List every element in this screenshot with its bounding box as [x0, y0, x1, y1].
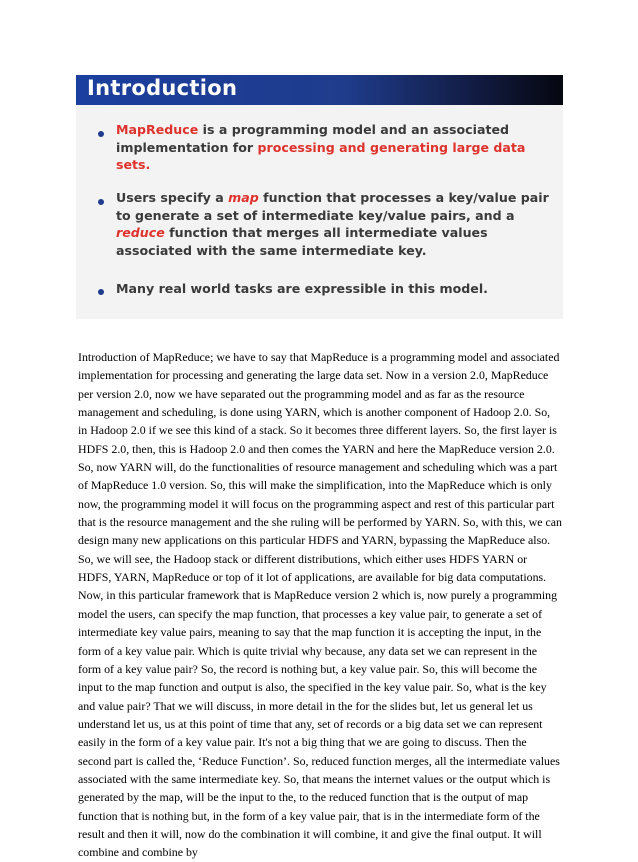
- reduce-term: reduce: [116, 225, 165, 240]
- slide-bullet-map-reduce: [116, 189, 556, 259]
- slide-title-bar: [76, 75, 563, 105]
- bullet2-text-b: function that processes a key/value pair to generate a set of intermediate key/value pairs, and a: [116, 190, 549, 223]
- mapreduce-term: MapReduce: [116, 122, 199, 137]
- bullet2-text-c: function that merges all intermediate values associated with the same intermediate key.: [116, 225, 488, 258]
- transcript-paragraph: Introduction of MapReduce; we have to say that MapReduce is a programming model and associated implementation for processing and generating the large data set. Now in a version 2.0, MapReduce per version 2.0, now we have separated out the programming model and as far as the resource management and scheduling, is done using YARN, which is another component of Hadoop 2.0. So, in Hadoop 2.0 if we see this kind of a stack. So it becomes three different layers. So, the first layer is HDFS 2.0, then, this is Hadoop 2.0 and then comes the YARN and here the MapReduce version 2.0. So, now YARN will, do the functionalities of resource management and scheduling which was a part of MapReduce 1.0 version. So, this will make the simplification, into the MapReduce which is only now, the programming model it will focus on the programming aspect and rest of this particular part that is the resource management and the she ruling will be performed by YARN. So, with this, we can design many new applications on this particular HDFS and YARN, bypassing the MapReduce also. So, we will see, the Hadoop stack or different distributions, which either uses HDFS YARN or HDFS, YARN, MapReduce or top of it lot of applications, are available for big data computations. Now, in this particular framework that is MapReduce version 2 which is, now purely a programming model the users, can specify the map function, that processes a key value pair, to generate a set of intermediate key value pairs, meaning to say that the map function it is accepting the input, in the form of a key value pair. Which is quite trivial why because, any data set we can represent in the form of a key value pair? So, the record is nothing but, a key value pair. So, this will become the input to the map function and output is also, the specified in the key value pair. So, what is the key and value pair? That we will discuss, in more detail in the for the slides but, let us general let us understand let us, us at this point of time that any, set of records or a big data set we can represent easily in the form of a key value pair. It's not a big thing that we are going to discuss. Then the second part is called the, ‘Reduce Function’. So, reduced function merges, all the intermediate values associated with the same intermediate key. So, that means the internet values or the output which is generated by the map, will be the input to the, to the reduced function that is the output of map function that is nothing but, in the form of a key value pair, that is in the intermediate form of the result and then it will, now do the combination it will combine, it and give the final output. It will combine and combine by: [78, 350, 562, 860]
- slide-bullet-mapreduce: [116, 121, 556, 174]
- bullet1-text: is a programming model and an associated implementation for: [116, 122, 510, 155]
- bullet-dot-icon: [98, 199, 104, 205]
- map-term: map: [228, 190, 259, 205]
- bullet1-highlight: processing and generating large data sets.: [116, 139, 526, 172]
- slide-image: [76, 75, 563, 319]
- bullet-dot-icon: [98, 131, 104, 137]
- bullet-dot-icon: [98, 289, 104, 295]
- slide-title: Introduction: [87, 76, 238, 100]
- slide-bullet-tasks: Many real world tasks are expressible in this model.: [116, 281, 488, 296]
- bullet2-text-a: Users specify a: [116, 190, 229, 205]
